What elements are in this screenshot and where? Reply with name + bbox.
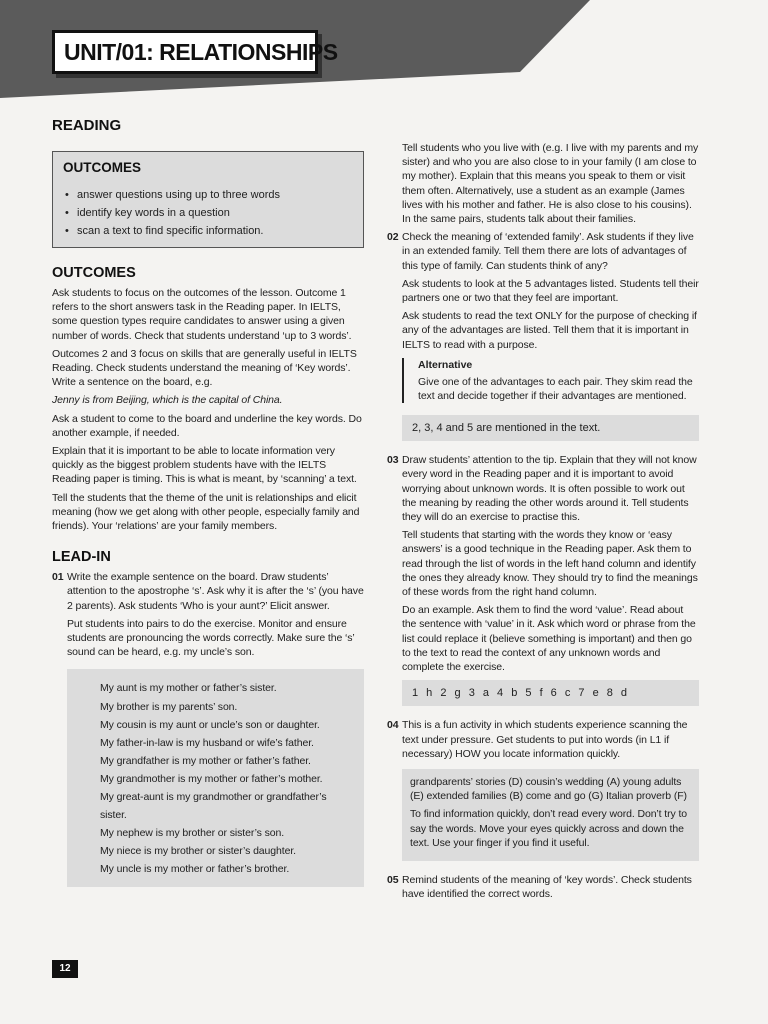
section-05 xyxy=(387,873,699,901)
section-04 xyxy=(387,718,699,761)
right-column xyxy=(387,141,699,905)
section-text: Draw students’ attention to the tip. Explain that they will not know every word in the Reading paper and it is important to avoid worrying about unknown words. It is often possible to work out the meaning by reading the other words around it. Tell students they will do an exercise to practise this. xyxy=(402,454,697,524)
outcomes-paragraph: Tell the students that the theme of the unit is relationships and elicit meaning (how we get along with other people, especially family and friends). Your ‘relations’ are your family members. xyxy=(52,491,360,533)
section-text: Check the meaning of ‘extended family’. Ask students if they live in an extended family. Tell them there are lots of advantages of this type of family. Can students think of any? xyxy=(402,231,694,272)
relationship-sentence: My nephew is my brother or sister’s son. xyxy=(100,827,285,840)
left-column xyxy=(52,117,364,887)
answer-text: grandparents’ stories (D) cousin’s wedding (A) young adults (E) extended families (B) come and go (G) Italian proverb (F) xyxy=(410,775,687,803)
outcomes-paragraph: Ask students to focus on the outcomes of the lesson. Outcome 1 refers to the short answers task in the Reading paper. In IELTS, some question types require candidates to answer using a given number of words. Check that students understand ‘up to 3 words’. xyxy=(52,287,352,342)
relationship-sentence: My aunt is my mother or father’s sister. xyxy=(100,682,277,695)
answer-box-02: 2, 3, 4 and 5 are mentioned in the text. xyxy=(402,415,699,441)
outcomes-list xyxy=(63,186,351,240)
section-text: Remind students of the meaning of ‘key words’. Check students have identified the correct words. xyxy=(402,873,692,901)
reading-heading: READING xyxy=(52,117,122,134)
item-number: 01 xyxy=(52,571,64,584)
section-03 xyxy=(387,453,699,674)
section-text: This is a fun activity in which students experience scanning the text under pressure. Get students to put into words (in L1 if necessary) HOW you locate information quickly. xyxy=(402,719,688,760)
relationship-sentence: My father-in-law is my husband or wife’s father. xyxy=(100,736,314,749)
outcomes-paragraph: Ask a student to come to the board and underline the key words. Do another example, if needed. xyxy=(52,412,362,439)
page-number: 12 xyxy=(52,960,78,978)
outcome-item: • answer questions using up to three words xyxy=(77,186,351,204)
section-text: Tell students that starting with the words they know or ‘easy answers’ is a good technique in the Reading paper. Ask them to read through the list of words in the left hand column and identify the ones they already know. They should try to find the meanings of these words from the right hand column. xyxy=(402,529,698,599)
section-text: Ask students to look at the 5 advantages listed. Students tell their partners one or two that they feel are important. xyxy=(402,277,699,305)
outcomes-box-title: OUTCOMES xyxy=(63,160,142,175)
relationship-sentence: My grandfather is my mother or father’s father. xyxy=(100,754,311,767)
intro-item xyxy=(387,141,699,226)
item-number: 05 xyxy=(387,873,399,886)
item-number: 03 xyxy=(387,454,399,467)
relationship-sentences-box xyxy=(67,669,364,886)
outcomes-paragraph: Explain that it is important to be able to locate information very quickly as the biggest problem students have with the IELTS Reading paper is timing. This is what is meant, by ‘scanning’ a text. xyxy=(52,445,357,486)
relationship-sentence: My great-aunt is my grandmother or grandfather’s sister. xyxy=(100,791,327,822)
lead-in-text: Put students into pairs to do the exercise. Monitor and ensure students are pronouncing the words correctly. Make sure the ‘s’ sound can be heard, e.g. my uncle’s son. xyxy=(67,617,355,659)
outcomes-box xyxy=(52,151,364,248)
outcome-item: • identify key words in a question xyxy=(77,204,351,222)
relationship-sentence: My grandmother is my mother or father’s mother. xyxy=(100,772,323,785)
answer-box-03: 1 h 2 g 3 a 4 b 5 f 6 c 7 e 8 d xyxy=(402,680,699,706)
relationship-sentence: My brother is my parents’ son. xyxy=(100,700,238,713)
answer-text: To find information quickly, don’t read every word. Don’t try to say the words. Move your eyes quickly across and down the text. Use your finger if you find it useful. xyxy=(410,808,688,849)
relationship-sentence: My uncle is my mother or father’s brother. xyxy=(100,863,290,876)
example-sentence: Jenny is from Beijing, which is the capital of China. xyxy=(52,394,283,407)
unit-title: UNIT/01: RELATIONSHIPS xyxy=(52,30,318,74)
section-02 xyxy=(387,230,699,403)
lead-in-heading: LEAD-IN xyxy=(52,549,111,566)
outcomes-heading: OUTCOMES xyxy=(52,265,136,281)
lead-in-text: Write the example sentence on the board. Draw students’ attention to the apostrophe ‘s’. Ask why it is after the ‘s’ (you have 2 parents). Ask students ‘Who is your aunt?’ Elicit answer. xyxy=(67,571,364,612)
intro-paragraph: Tell students who you live with (e.g. I live with my parents and my sister) and who you are also close to in your family (I am close to my mother). Explain that this means you speak to them or visit them often. Alternatively, use a student as an example (James lives with his mother and father. He is also close to his cousins). In the same pairs, students talk about their families. xyxy=(402,142,699,226)
item-number: 02 xyxy=(387,231,399,244)
item-number: 04 xyxy=(387,719,399,732)
outcome-item: • scan a text to find specific information. xyxy=(77,222,351,240)
relationship-sentence: My niece is my brother or sister’s daughter. xyxy=(100,845,296,858)
relationship-sentence: My cousin is my aunt or uncle’s son or daughter. xyxy=(100,718,320,731)
alternative-title: Alternative xyxy=(418,358,473,371)
outcomes-paragraph: Outcomes 2 and 3 focus on skills that are generally useful in IELTS Reading. Check students understand the meaning of ‘Key words’. Write a sentence on the board, e.g. xyxy=(52,347,357,389)
alternative-text: Give one of the advantages to each pair. They skim read the text and decide together if their advantages are mentioned. xyxy=(418,375,693,403)
alternative-block xyxy=(402,358,699,403)
section-text: Do an example. Ask them to find the word ‘value’. Read about the sentence with ‘value’ in it. Ask which word or phrase from the list could replace it (believe something is important) and then go to the text to read the context of any unknown words and complete the exercise. xyxy=(402,604,696,674)
answer-box-04 xyxy=(402,769,699,861)
section-text: Ask students to read the text ONLY for the purpose of checking if any of the advantages are listed. Tell them that it is important in IELTS to read with a purpose. xyxy=(402,310,697,351)
lead-in-item xyxy=(52,570,364,659)
